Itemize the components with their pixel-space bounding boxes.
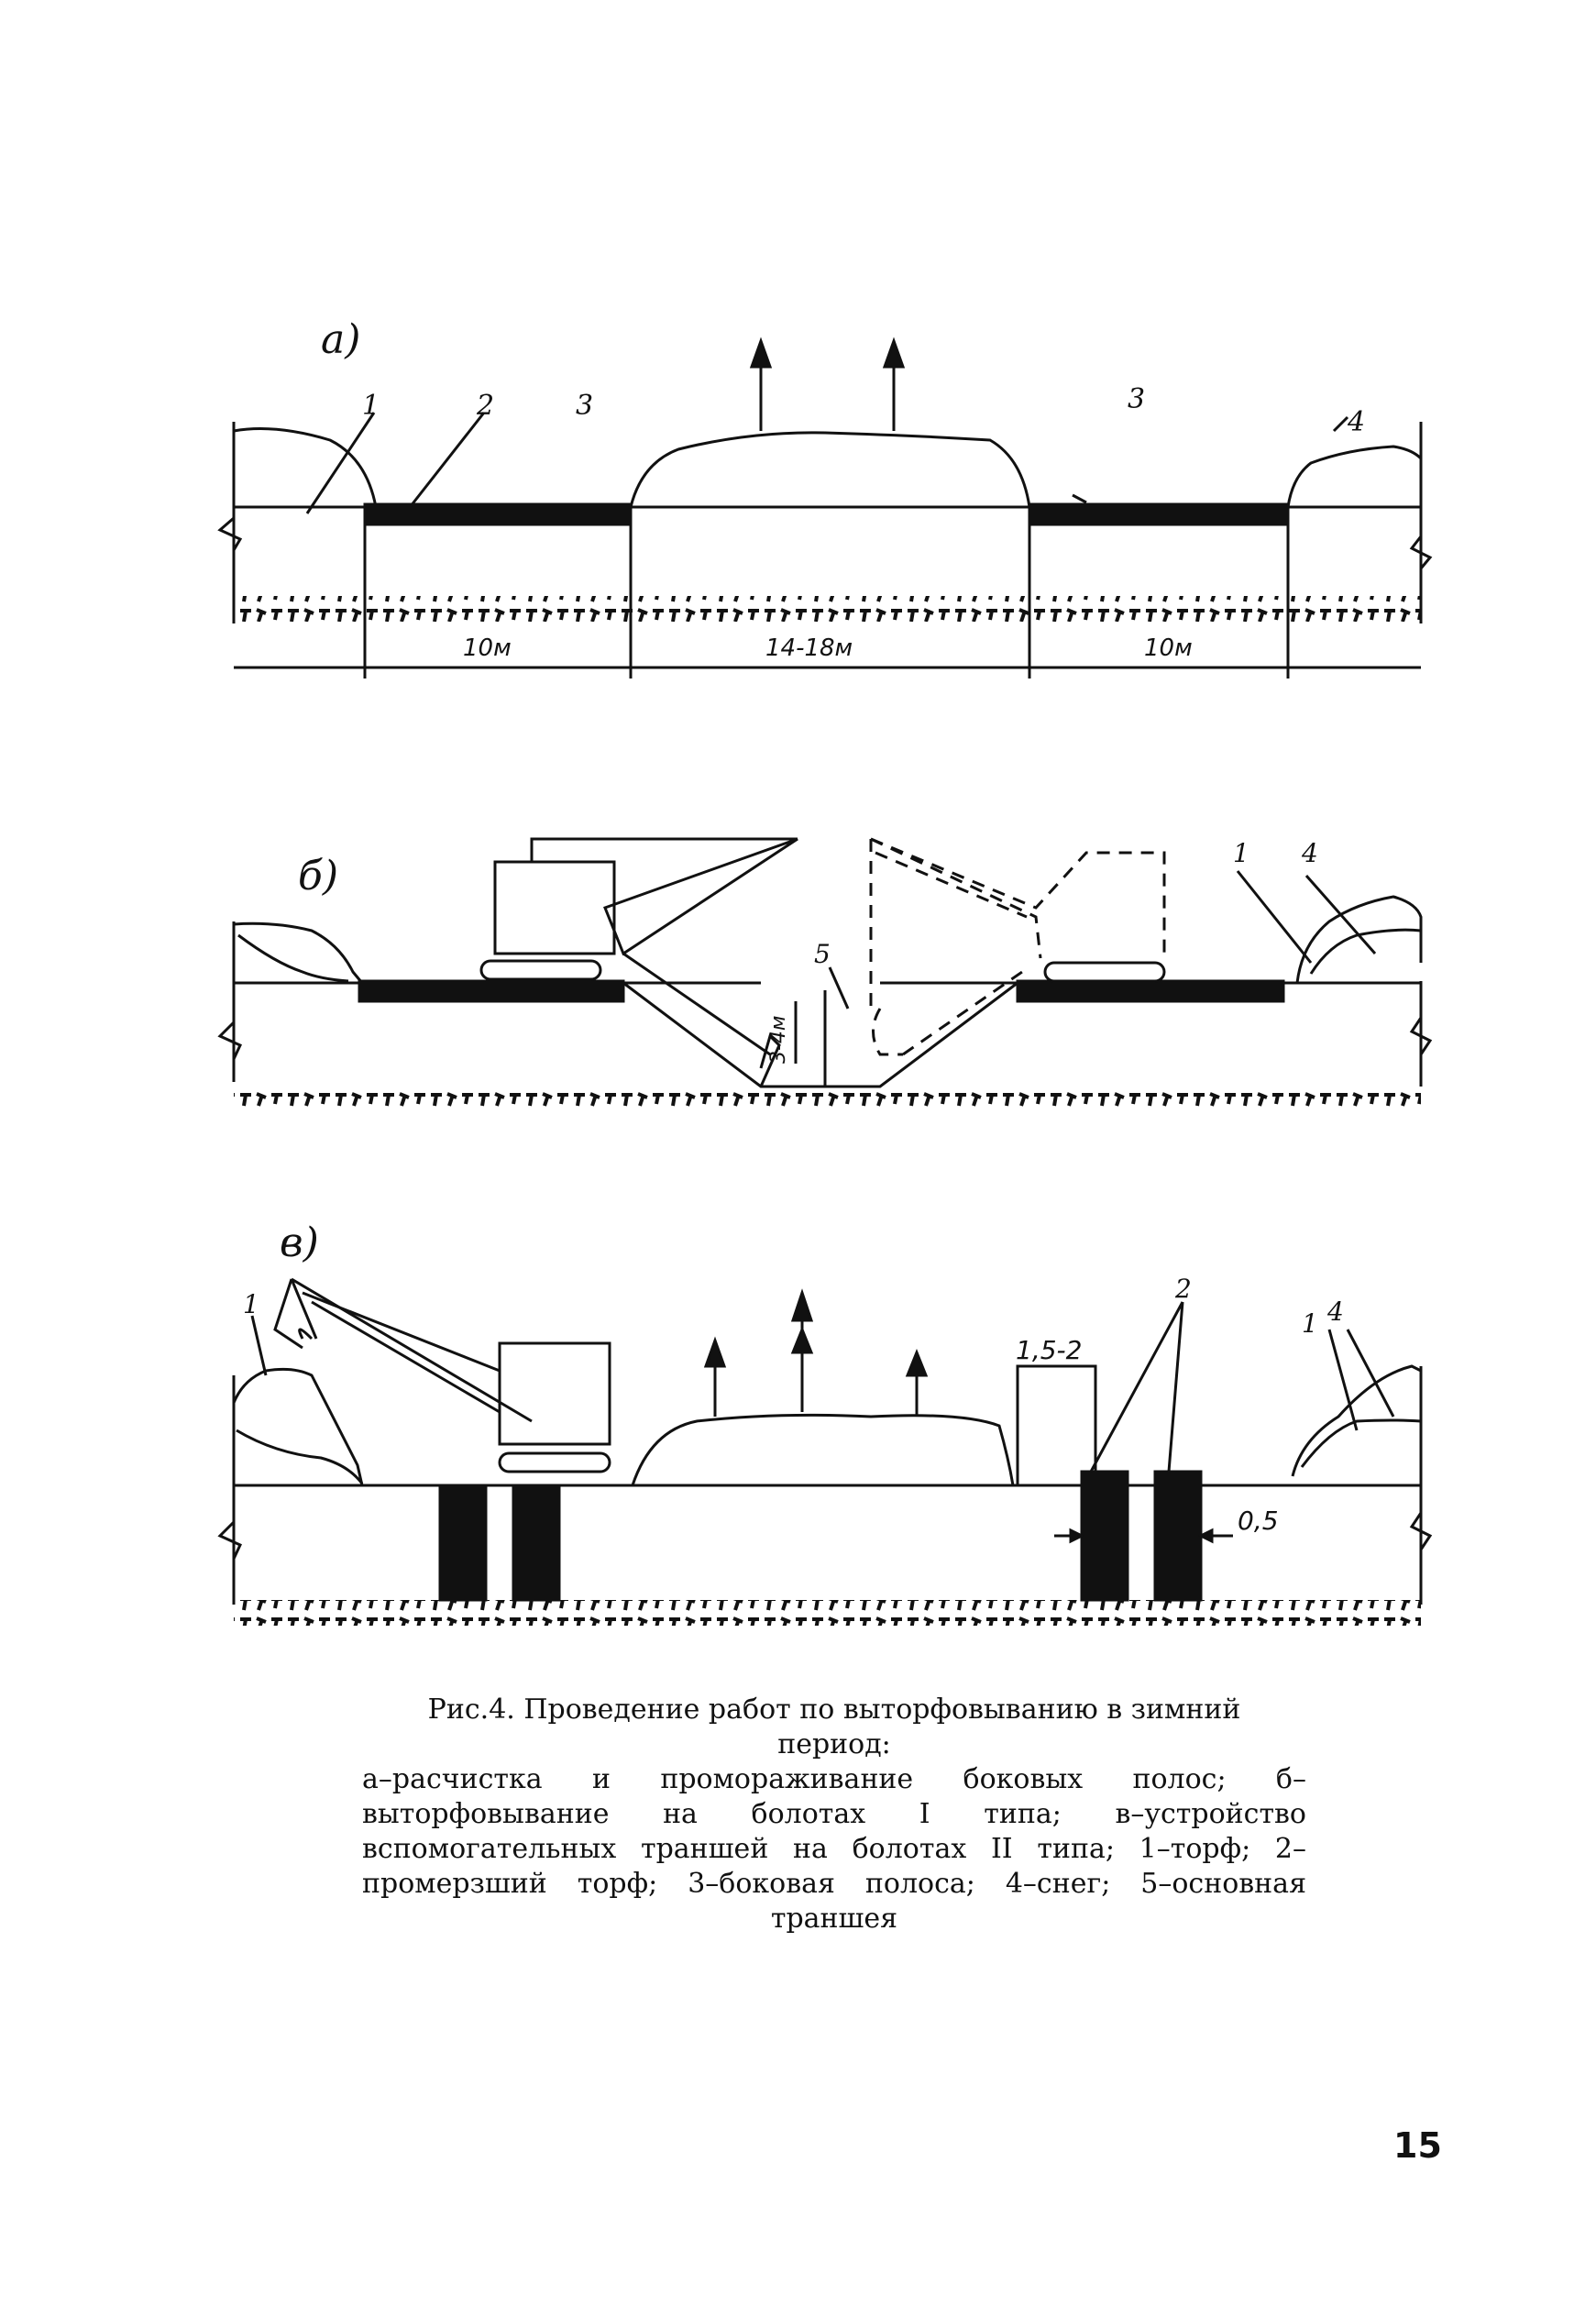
panel-a-dim-right: 10м	[1144, 634, 1193, 662]
panel-a	[220, 316, 1430, 679]
panel-b-letter: б)	[298, 853, 339, 899]
panel-a-letter: а)	[321, 316, 361, 363]
panel-a-dim-left: 10м	[463, 634, 512, 662]
panel-b-label-1: 1	[1233, 838, 1249, 868]
panel-c-label-4: 4	[1327, 1296, 1344, 1327]
caption-title: Рис.4. Проведение работ по выторфовыванию в зимний период:	[427, 1694, 1241, 1760]
panel-a-label-4: 4	[1348, 406, 1366, 438]
panel-c-label-1b: 1	[1302, 1308, 1318, 1339]
panel-c-label-1: 1	[243, 1289, 259, 1319]
panel-a-dim-middle: 14-18м	[765, 634, 853, 662]
panel-a-label-2: 2	[477, 390, 495, 422]
panel-b-label-5: 5	[814, 939, 831, 969]
panel-a-label-1: 1	[362, 390, 380, 422]
panel-b	[220, 838, 1430, 1112]
panel-c-dim-block: 1,5-2	[1016, 1335, 1083, 1365]
panel-b-label-4: 4	[1302, 838, 1318, 868]
page-number: 15	[1393, 2125, 1442, 2166]
panel-a-label-3: 3	[576, 390, 594, 422]
panel-c-dim-gap: 0,5	[1238, 1506, 1279, 1536]
panel-c-letter: в)	[280, 1219, 319, 1266]
panel-c	[220, 1219, 1430, 1626]
figure-caption	[362, 1693, 1306, 1936]
panel-c-label-2: 2	[1175, 1274, 1192, 1304]
caption-body: а–расчистка и промораживание боковых полос; б–выторфовывание на болотах I типа; в–устройство вспомогательных траншей на болотах II типа; 1–торф; 2–промерзший торф; 3–боковая полоса; 4–снег; 5–основная траншея	[362, 1763, 1306, 1935]
panel-b-depth: 3-4м	[767, 1015, 790, 1064]
panel-a-label-3b: 3	[1128, 383, 1146, 415]
